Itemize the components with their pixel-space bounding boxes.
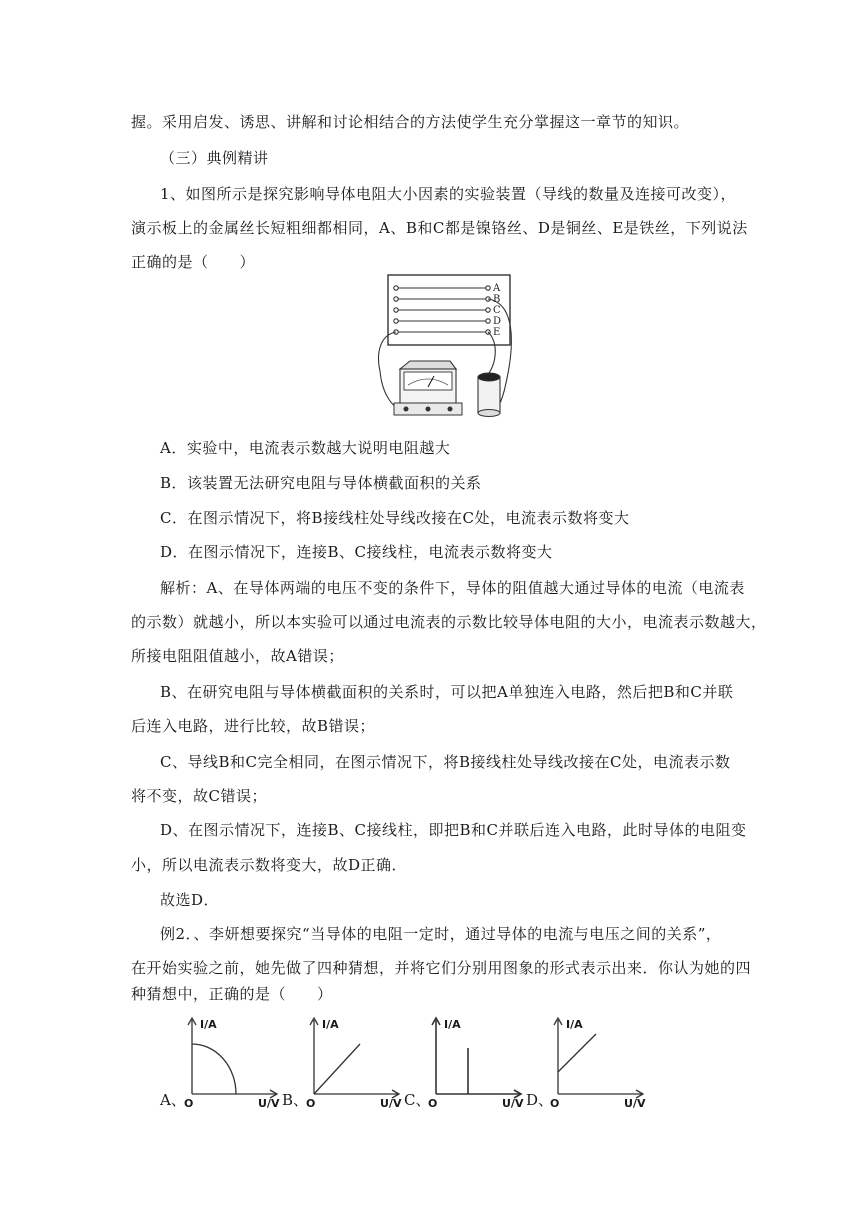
battery [478,373,500,417]
wire-label-d: D [493,316,502,327]
wire-label-a: A [493,283,501,294]
graph-option-label-d: D、 [526,1091,554,1109]
analysis-paragraph: C、导线B和C完全相同，在图示情况下，将B接线柱处导线改接在C处，电流表示数 [160,753,731,771]
analysis-paragraph: 的示数）就越小，所以本实验可以通过电流表的示数比较导体电阻的大小，电流表示数越大， [131,613,767,631]
intro-text-tail: 握。采用启发、诱思、讲解和讨论相结合的方法使学生充分掌握这一章节的知识。 [131,113,690,131]
graph-d-offset-line [544,1014,654,1109]
x-axis-label: U/V [258,1097,280,1109]
option-a: A．实验中，电流表示数越大说明电阻越大 [160,439,451,457]
option-d: D．在图示情况下，连接B、C接线柱，电流表示数将变大 [160,543,553,561]
wire-label-e: E [493,327,501,338]
question-2-text: 种猜想中，正确的是（ ） [131,985,333,1003]
y-axis-label: I/A [566,1018,583,1031]
graph-option-label-b: B、 [282,1091,309,1109]
wire-label-c: C [493,305,501,316]
ammeter [394,361,462,415]
analysis-paragraph: B、在研究电阻与导体横截面积的关系时，可以把A单独连入电路，然后把B和C并联 [160,683,734,701]
y-axis-label: I/A [200,1018,217,1031]
resistance-experiment-figure [370,273,520,428]
question-2-text: 在开始实验之前，她先做了四种猜想，并将它们分别用图象的形式表示出来．你认为她的四 [131,959,752,977]
question-1-text: 演示板上的金属丝长短粗细都相同，A、B和C都是镍铬丝、D是铜丝、E是铁丝，下列说法 [131,219,748,237]
origin-label: O [428,1097,438,1109]
analysis-paragraph: D、在图示情况下，连接B、C接线柱，即把B和C并联后连入电路，此时导体的电阻变 [160,821,747,839]
graph-b-proportional-line [300,1014,410,1109]
analysis-paragraph: 将不变，故C错误； [131,787,267,805]
section-heading: （三）典例精讲 [160,149,269,167]
analysis-paragraph: 小，所以电流表示数将变大，故D正确． [131,856,408,874]
answer-line: 故选D． [160,891,220,909]
graph-a-quarter-circle [178,1014,288,1109]
origin-label: O [184,1097,194,1109]
question-2-text: 例2．、李妍想要探究“当导体的电阻一定时，通过导体的电流与电压之间的关系”， [160,925,722,943]
question-1-text: 1、如图所示是探究影响导体电阻大小因素的实验装置（导线的数量及连接可改变）， [160,185,737,203]
option-b: B．该装置无法研究电阻与导体横截面积的关系 [160,474,482,492]
analysis-paragraph: 所接电阻阻值越小，故A错误； [131,647,344,665]
origin-label: O [306,1097,316,1109]
analysis-paragraph: 后连入电路，进行比较，故B错误； [131,717,376,735]
option-c: C．在图示情况下，将B接线柱处导线改接在C处，电流表示数将变大 [160,509,630,527]
x-axis-label: U/V [624,1097,646,1109]
graph-c-vertical-line [422,1014,532,1109]
graph-option-label-a: A、 [160,1091,186,1109]
analysis-paragraph: 解析：A、在导体两端的电压不变的条件下，导体的阻值越大通过导体的电流（电流表 [160,579,745,597]
graph-option-label-c: C、 [404,1091,431,1109]
question-1-text: 正确的是（ ） [131,253,256,271]
x-axis-label: U/V [380,1097,402,1109]
x-axis-label: U/V [502,1097,524,1109]
y-axis-label: I/A [322,1018,339,1031]
origin-label: O [550,1097,560,1109]
wire-label-b: B [493,294,501,305]
y-axis-label: I/A [444,1018,461,1031]
